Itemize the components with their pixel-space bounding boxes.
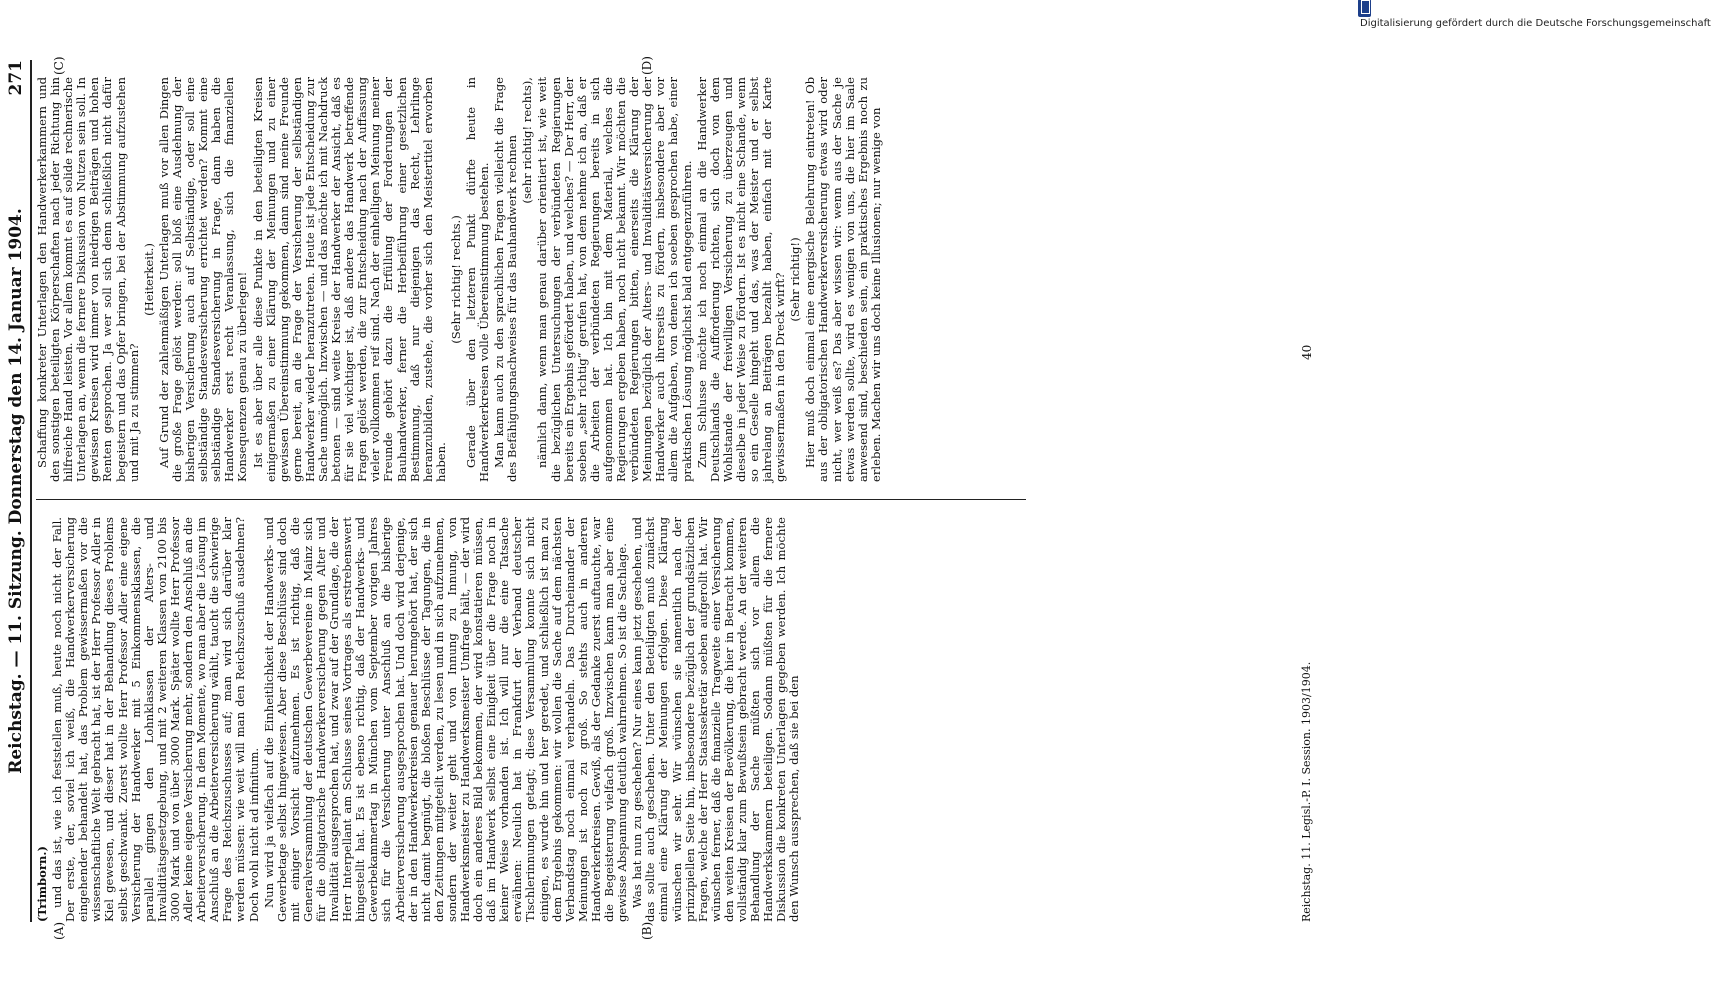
paragraph: und das ist, wie ich feststellen muß, heute noch nicht der Fall. Der erste, der, soviel ich weiß, die Handwerkerversicherung eingehender behandelt hat, das Problem gewissermaßen vor die wissenschaftliche Welt gebracht hat, ist der Herr Professor Adler in Kiel gewesen, und dieser hat in der Behandlung dieses Problems selbst geschwankt. Zuerst wollte Herr Professor Adler eine eigene Versicherung der Handwerker mit 5 Einkommensklassen, die parallel gingen den Lohnklassen der Alters- und Invaliditätsgesetzgebung, und mit 2 weiteren Klassen von 2100 bis 3000 Mark und von über 3000 Mark. Später wollte Herr Professor Adler keine eigene Versicherung mehr, sondern den Anschluß an die Arbeiterversicherung. In dem Momente, wo man aber die Lösung im Anschluß an die Arbeiterversicherung wählt, taucht die schwierige Frage des Reichszuschusses auf; man wird sich darüber klar werden müssen: wie weit will man den Reichszuschuß ausdehnen? Doch wohl nicht ad infinitum.: [50, 517, 261, 922]
right-column: [36, 77, 885, 482]
page-number: 271: [6, 60, 26, 96]
interjection: (sehr richtig! rechts),: [520, 77, 535, 204]
interjection: (Sehr richtig! rechts.): [448, 215, 463, 344]
paragraph: Man kann auch zu den sprachlichen Fragen vielleicht die Frage des Befähigungsnachweises für das Bauhandwerk rechnen: [492, 77, 520, 482]
margin-mark-c: (C): [52, 56, 66, 75]
paragraph: Nun wird ja vielfach auf die Einheitlichkeit der Handwerks- und Gewerbetage selbst hingewiesen. Aber diese Beschlüsse sind doch mit einiger Vorsicht aufzunehmen. Es ist richtig, daß die Generalversammlung der deutschen Gewerbevereine in Mainz sich für die obligatorische Handwerkerversicherung gegen Alter und Invalidität ausgesprochen hat, und zwar auf der Grundlage, die der Herr Interpellant am Schlusse seines Vortrages als erstrebenswert hingestellt hat. Es ist ebenso richtig, daß der Handwerks- und Gewerbekammertag in München vom September vorigen Jahres sich für die Versicherung unter Anschluß an die bisherige Arbeiterversicherung ausgesprochen hat. Und doch wird derjenige, der in den Handwerkerkreisen genauer herumgehört hat, der sich nicht damit begnügt, die bloßen Beschlüsse der Tagungen, die in den Zeitungen mitgeteilt werden, zu lesen und in sich aufzunehmen, sondern der weiter geht und von Innung zu Innung, von Handwerksmeister zu Handwerksmeister Umfrage hält, — der wird doch ein anderes Bild bekommen, der wird konstatieren müssen, daß im Handwerk selbst eine Einigkeit über die Frage noch in keiner Weise vorhanden ist. Ich will nur die eine Tatsache erwähnen: Neulich hat in Frankfurt der Verband deutscher Tischlerinnungen getagt; diese Versammlung konnte sich nicht einigen, es wurde hin und her geredet, und schließlich ist man zu dem Ergebnis gekommen: wir wollen die Sache auf dem nächsten Verbandstag noch einmal verhandeln. Das Durcheinander der Meinungen ist noch zu groß. So stehts auch in anderen Handwerkerkreisen. Gewiß, als der Gedanke zuerst auftauchte, war die Begeisterung vielfach groß. Inzwischen kann man aber eine gewisse Abspannung deutlich wahrnehmen. So ist die Sachlage.: [261, 517, 630, 922]
credit-text: Digitalisierung gefördert durch die Deutsche Forschungsgemeinschaft: [1360, 18, 1711, 29]
paragraph: Ist es aber über alle diese Punkte in den beteiligten Kreisen einigermaßen zu einer Klärung der Meinungen und zu einer gewissen Übereinstimmung gekommen, dann sind meine Freunde gerne bereit, an die Frage der Versicherung der selbständigen Handwerker wieder heranzutreten. Heute ist jede Entscheidung zur Sache unmöglich. Inzwischen — und das möchte ich mit Nachdruck betonen — sind weite Kreise der Handwerker der Ansicht, daß es für sie viel wichtiger ist, daß andere das Handwerk betreffende Fragen gelöst werden, die zur Entscheidung nach der Auffassung vieler vollkommen reif sind. Nach der einhelligen Meinung meiner Freunde gehört dazu die Erfüllung der Forderungen der Bauhandwerker, ferner die Herbeiführung einer gesetzlichen Bestimmung, daß nur diejenigen das Recht, Lehrlinge heranzubilden, zustehe, die vorher sich den Meistertitel erworben haben.: [250, 77, 448, 482]
paragraph: Zum Schlusse möchte ich noch einmal an die Handwerker Deutschlands die Aufforderung richten, sich doch von dem Wohlstande der freiwilligen Versicherung zu überzeugen und dieselbe in jeder Weise zu fördern. Ist es nicht eine Schande, wenn so ein Geselle hingeht und das, was der Meister und er selbst jahrelang an Beiträgen bezahlt haben, einfach mit der Karte gewissermaßen in den Dreck wirft?: [694, 77, 788, 482]
footer-folio: 40: [1300, 344, 1314, 360]
margin-mark-b: (B): [640, 921, 654, 940]
paragraph: Schaffung konkreter Unterlagen den Handwerkerkammern und den sonstigen beteiligten Körperschaften nach jeder Richtung hin hilfreiche Hand leisten. Vor allem kommt es auf solide rechnerische Unterlagen an, wenn die fernere Diskussion von Nutzen sein soll. In gewissen Kreisen wird immer von niedrigen Beiträgen und hohen Renten gesprochen. Ja wer soll sich denn schließlich nicht dafür begeistern und das Opfer bringen, bei der Abstimmung aufzustehen und mit Ja zu stimmen?: [35, 77, 141, 482]
paragraph: Gerade über den letzteren Punkt dürfte heute in Handwerkerkreisen volle Übereinstimmung bestehen.: [464, 77, 492, 482]
paragraph: Hier muß doch einmal eine energische Belehrung eintreten! Ob aus der obligatorischen Handwerkerversicherung etwas wird oder nicht, wer weiß es? Das aber wissen wir: wenn aus der Sache je etwas werden sollte, wird es wenigen von uns, die hier im Saale anwesend sind, beschieden sein, ein praktisches Ergebnis noch zu erleben. Machen wir uns doch keine Illusionen; nur wenige von: [803, 77, 883, 482]
dfg-logo-icon: [1358, 0, 1371, 17]
speaker-label: (Trimborn.): [35, 846, 49, 922]
side-credit: [0, 0, 1711, 29]
header-rule: [30, 60, 32, 922]
paragraph: Was hat nun zu geschehen? Nur eines kann jetzt geschehen, und das sollte auch geschehen. Unter den Beteiligten muß zunächst einmal eine Klärung der Meinungen erfolgen. Diese Klärung wünschen wir sehr. Wir wünschen sie namentlich nach der prinzipiellen Seite hin, insbesondere bezüglich der grundsätzlichen Fragen, welche der Herr Staatssekretär soeben aufgerollt hat. Wir wünschen ferner, daß die finanzielle Tragweite einer Versicherung den weiten Kreisen der Bevölkerung, die hier in Betracht kommen, vollständig klar zum Bewußtsein gebracht werde. An der weiteren Behandlung der Sache müßten sich vor allem die Handwerkskammern beteiligen. Sodann müßten für die fernere Diskussion die konkreten Unterlagen gegeben werden. Ich möchte den Wunsch aussprechen, daß sie bei den: [630, 517, 802, 922]
page-header: [6, 60, 28, 922]
column-divider: [36, 499, 1026, 500]
paragraph: nämlich dann, wenn man genau darüber orientiert ist, wie weit die bezüglichen Untersuchungen der verbündeten Regierungen bereits ein Ergebnis gefördert haben, und welches? — Der Herr, der soeben „sehr richtig“ gerufen hat, von dem nehme ich an, daß er die Arbeiten der verbündeten Regierungen bereits in sich aufgenommen hat. Ich bin mit dem Material, welches die Regierungen ergeben haben, noch nicht bekannt. Wir möchten die verbündeten Regierungen bitten, einerseits die Klärung der Meinungen bezüglich der Alters- und Invaliditätsversicherung der Handwerker auch ihrerseits zu fördern, insbesondere aber vor allem die Aufgaben, von denen ich soeben gesprochen habe, einer praktischen Lösung möglichst bald entgegenzuführen.: [535, 77, 694, 482]
margin-mark-a: (A): [52, 921, 66, 940]
header-title: Reichstag. — 11. Sitzung. Donnerstag den 14. Januar 1904.: [6, 208, 26, 774]
paragraph: Auf Grund der zahlenmäßigen Unterlagen muß vor allen Dingen die große Frage gelöst werden: soll bloß eine Ausdehnung der bisherigen Versicherung auch auf Selbständige, oder soll eine selbständige Standesversicherung errichtet werden? Kommt eine selbständige Standesversicherung in Frage, dann haben die Handwerker erst recht Veranlassung, sich die finanziellen Konsequenzen genau zu überlegen!: [156, 77, 250, 482]
margin-mark-d: (D): [640, 56, 654, 75]
left-column: [36, 517, 803, 922]
interjection: (Sehr richtig!): [788, 237, 803, 322]
footer-session: Reichstag. 11. Legisl.-P. I. Session. 1903/1904.: [1300, 661, 1313, 922]
interjection: (Heiterkeit.): [141, 243, 156, 316]
